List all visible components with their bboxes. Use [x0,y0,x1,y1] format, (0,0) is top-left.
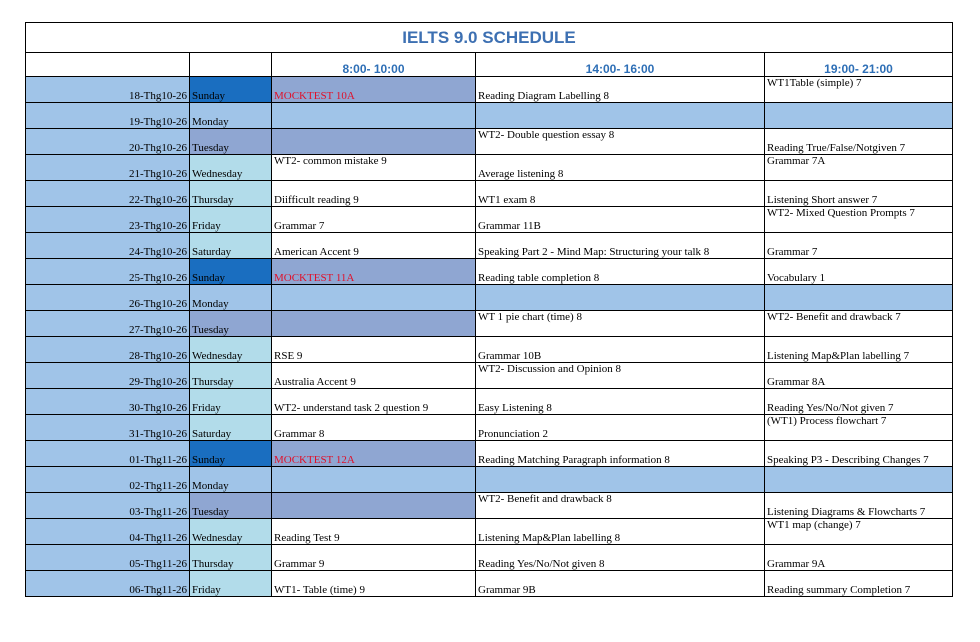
schedule-row [26,493,953,519]
evening-session-cell: Reading True/False/Notgiven 7 [765,129,953,155]
morning-session-cell [272,129,476,155]
afternoon-session-cell [476,103,765,129]
schedule-row [26,259,953,285]
afternoon-session-cell: WT1 exam 8 [476,181,765,207]
date-cell: 02-Thg11-26 [26,467,190,493]
day-cell: Thursday [190,545,272,571]
afternoon-session-cell: Grammar 9B [476,571,765,597]
date-cell: 29-Thg10-26 [26,363,190,389]
afternoon-session-cell: Reading Matching Paragraph information 8 [476,441,765,467]
schedule-title: IELTS 9.0 SCHEDULE [26,23,953,53]
schedule-row [26,519,953,545]
evening-session-cell: Listening Diagrams & Flowcharts 7 [765,493,953,519]
schedule-row [26,207,953,233]
schedule-row [26,129,953,155]
afternoon-session-cell: WT 1 pie chart (time) 8 [476,311,765,337]
morning-session-cell: Australia Accent 9 [272,363,476,389]
evening-session-cell: Listening Map&Plan labelling 7 [765,337,953,363]
afternoon-session-cell: WT2- Double question essay 8 [476,129,765,155]
morning-session-cell: RSE 9 [272,337,476,363]
date-cell: 18-Thg10-26 [26,77,190,103]
morning-session-cell: American Accent 9 [272,233,476,259]
schedule-row [26,285,953,311]
day-cell: Tuesday [190,493,272,519]
date-cell: 30-Thg10-26 [26,389,190,415]
day-cell: Monday [190,467,272,493]
morning-session-cell: Diifficult reading 9 [272,181,476,207]
date-cell: 04-Thg11-26 [26,519,190,545]
morning-session-cell: WT2- understand task 2 question 9 [272,389,476,415]
day-cell: Wednesday [190,337,272,363]
day-cell: Friday [190,571,272,597]
day-cell: Monday [190,103,272,129]
morning-session-cell: MOCKTEST 11A [272,259,476,285]
date-cell: 23-Thg10-26 [26,207,190,233]
date-cell: 21-Thg10-26 [26,155,190,181]
date-cell: 20-Thg10-26 [26,129,190,155]
morning-session-cell: MOCKTEST 10A [272,77,476,103]
date-cell: 05-Thg11-26 [26,545,190,571]
afternoon-session-cell: Easy Listening 8 [476,389,765,415]
date-cell: 28-Thg10-26 [26,337,190,363]
afternoon-session-cell: Pronunciation 2 [476,415,765,441]
day-cell: Wednesday [190,155,272,181]
morning-session-cell: MOCKTEST 12A [272,441,476,467]
schedule-row [26,337,953,363]
day-cell: Thursday [190,181,272,207]
afternoon-session-cell: WT2- Discussion and Opinion 8 [476,363,765,389]
evening-session-cell: Reading summary Completion 7 [765,571,953,597]
morning-session-cell: Grammar 9 [272,545,476,571]
schedule-body [26,77,953,597]
morning-session-cell [272,103,476,129]
evening-session-cell: WT1 map (change) 7 [765,519,953,545]
schedule-row [26,233,953,259]
afternoon-session-cell: WT2- Benefit and drawback 8 [476,493,765,519]
date-cell: 26-Thg10-26 [26,285,190,311]
day-cell: Wednesday [190,519,272,545]
day-cell: Friday [190,207,272,233]
afternoon-session-cell: Reading Diagram Labelling 8 [476,77,765,103]
schedule-row [26,77,953,103]
evening-session-cell: WT2- Mixed Question Prompts 7 [765,207,953,233]
morning-session-cell: Grammar 8 [272,415,476,441]
morning-session-cell: WT2- common mistake 9 [272,155,476,181]
date-cell: 25-Thg10-26 [26,259,190,285]
afternoon-session-cell: Reading table completion 8 [476,259,765,285]
header-blank [190,53,272,77]
day-cell: Sunday [190,259,272,285]
afternoon-session-cell: Grammar 10B [476,337,765,363]
date-cell: 22-Thg10-26 [26,181,190,207]
evening-session-cell: Grammar 7 [765,233,953,259]
evening-session-cell: Grammar 9A [765,545,953,571]
day-cell: Sunday [190,441,272,467]
evening-session-cell: Grammar 8A [765,363,953,389]
date-cell: 01-Thg11-26 [26,441,190,467]
date-cell: 27-Thg10-26 [26,311,190,337]
header-evening-slot: 19:00- 21:00 [765,53,953,77]
afternoon-session-cell [476,285,765,311]
afternoon-session-cell: Speaking Part 2 - Mind Map: Structuring your talk 8 [476,233,765,259]
evening-session-cell [765,467,953,493]
evening-session-cell [765,285,953,311]
morning-session-cell [272,285,476,311]
evening-session-cell: Listening Short answer 7 [765,181,953,207]
schedule-row [26,467,953,493]
day-cell: Friday [190,389,272,415]
day-cell: Saturday [190,233,272,259]
schedule-row [26,103,953,129]
morning-session-cell: WT1- Table (time) 9 [272,571,476,597]
afternoon-session-cell: Reading Yes/No/Not given 8 [476,545,765,571]
schedule-row [26,441,953,467]
schedule-row [26,181,953,207]
schedule-row [26,155,953,181]
schedule-row [26,415,953,441]
header-blank [26,53,190,77]
afternoon-session-cell: Grammar 11B [476,207,765,233]
day-cell: Monday [190,285,272,311]
date-cell: 03-Thg11-26 [26,493,190,519]
date-cell: 31-Thg10-26 [26,415,190,441]
evening-session-cell: WT2- Benefit and drawback 7 [765,311,953,337]
evening-session-cell: WT1Table (simple) 7 [765,77,953,103]
evening-session-cell: Grammar 7A [765,155,953,181]
evening-session-cell: (WT1) Process flowchart 7 [765,415,953,441]
day-cell: Thursday [190,363,272,389]
afternoon-session-cell [476,467,765,493]
schedule-row [26,311,953,337]
header-morning-slot: 8:00- 10:00 [272,53,476,77]
day-cell: Tuesday [190,311,272,337]
morning-session-cell: Grammar 7 [272,207,476,233]
schedule-row [26,545,953,571]
morning-session-cell [272,311,476,337]
evening-session-cell: Vocabulary 1 [765,259,953,285]
afternoon-session-cell: Average listening 8 [476,155,765,181]
date-cell: 24-Thg10-26 [26,233,190,259]
schedule-row [26,571,953,597]
day-cell: Sunday [190,77,272,103]
schedule-table [25,22,953,597]
evening-session-cell: Speaking P3 - Describing Changes 7 [765,441,953,467]
date-cell: 06-Thg11-26 [26,571,190,597]
morning-session-cell: Reading Test 9 [272,519,476,545]
evening-session-cell: Reading Yes/No/Not given 7 [765,389,953,415]
schedule-row [26,389,953,415]
evening-session-cell [765,103,953,129]
morning-session-cell [272,467,476,493]
day-cell: Tuesday [190,129,272,155]
afternoon-session-cell: Listening Map&Plan labelling 8 [476,519,765,545]
date-cell: 19-Thg10-26 [26,103,190,129]
morning-session-cell [272,493,476,519]
header-afternoon-slot: 14:00- 16:00 [476,53,765,77]
day-cell: Saturday [190,415,272,441]
schedule-row [26,363,953,389]
